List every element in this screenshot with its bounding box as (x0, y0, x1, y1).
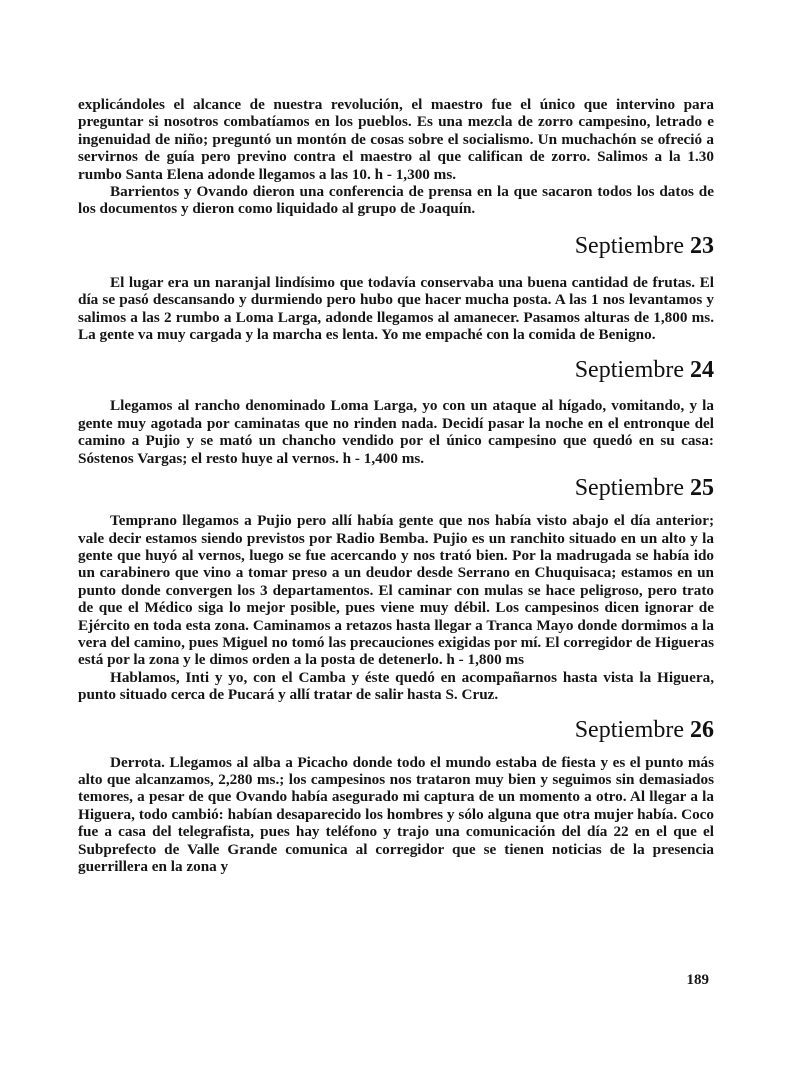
heading-word: Septiembre (574, 475, 684, 502)
heading-number: 25 (690, 475, 714, 502)
entry-paragraph: Llegamos al rancho denominado Loma Larga, yo con un ataque al hígado, vomitando, y la gente muy agotada por caminatas que no rinden nada. Decidí pasar la noche en el entronque del camino a Pujio y se mató un chancho vendido por el único campesino que quedó en su casa: Sóstenos Vargas; el resto huye al vernos. h - 1,400 ms. (78, 397, 714, 467)
entry-paragraph: Hablamos, Inti y yo, con el Camba y éste quedó en acompañarnos hasta vista la Higuera, punto situado cerca de Pucará y allí tratar de salir hasta S. Cruz. (78, 668, 714, 704)
text-column (78, 96, 714, 875)
entry-paragraph: El lugar era un naranjal lindísimo que todavía conservaba una buena cantidad de frutas. El día se pasó descansando y durmiendo pero hubo que hacer mucha posta. A las 1 nos levantamos y salimos a las 2 rumbo a Loma Larga, adonde llegamos al amanecer. Pasamos alturas de 1,800 ms. La gente va muy cargada y la marcha es lenta. Yo me empaché con la comida de Benigno. (78, 273, 714, 344)
heading-word: Septiembre (574, 716, 684, 743)
entry-heading-sept-24 (78, 355, 714, 385)
intro-paragraph-2: Barrientos y Ovando dieron una conferencia de prensa en la que sacaron todos los datos de los documentos y dieron como liquidado al grupo de Joaquín. (78, 183, 714, 218)
entry-heading-sept-23 (78, 231, 714, 261)
heading-word: Septiembre (574, 357, 684, 384)
entry-paragraph: Derrota. Llegamos al alba a Picacho donde todo el mundo estaba de fiesta y es el punto más alto que alcanzamos, 2,280 ms.; los campesinos nos trataron muy bien y seguimos sin demasiados temores, a pesar de que Ovando había asegurado mi captura de un momento a otro. Al llegar a la Higuera, todo cambió: habían desaparecido los hombres y sólo alguna que otra mujer había. Coco fue a casa del telegrafista, pues hay teléfono y trajo una comunicación del día 22 en el que el Subprefecto de Valle Grande comunica al corregidor que se tienen noticias de la presencia guerrillera en la zona y (78, 753, 714, 875)
entry-heading-sept-26 (78, 715, 714, 745)
heading-number: 26 (690, 716, 714, 743)
heading-number: 23 (690, 232, 714, 259)
page-number: 189 (686, 972, 709, 988)
heading-number: 24 (690, 357, 714, 384)
intro-paragraph-1: explicándoles el alcance de nuestra revolución, el maestro fue el único que intervino para preguntar si nosotros combatíamos en los pueblos. Es una mezcla de zorro campesino, letrado e ingenuidad de niño; preguntó un montón de cosas sobre el socialismo. Un muchachón se ofreció a servirnos de guía pero previno contra el maestro al que califican de zorro. Salimos a la 1.30 rumbo Santa Elena adonde llegamos a las 10. h - 1,300 ms. (78, 96, 714, 183)
entry-heading-sept-25 (78, 473, 714, 503)
entry-paragraph: Temprano llegamos a Pujio pero allí había gente que nos había visto abajo el día anterior; vale decir estamos siendo previstos por Radio Bemba. Pujio es un ranchito situado en un alto y la gente que huyó al vernos, luego se fue acercando y nos trató bien. Por la madrugada se había ido un carabinero que vino a tomar preso a un deudor desde Serrano en Chuquisaca; estamos en un punto donde convergen los 3 departamentos. El caminar con mulas se hace peligroso, pero trato de que el Médico siga lo mejor posible, pues viene muy débil. Los campesinos dicen ignorar de Ejército en toda esta zona. Caminamos a retazos hasta llegar a Tranca Mayo donde dormimos a la vera del camino, pues Miguel no tomó las precauciones exigidas por mí. El corregidor de Higueras está por la zona y le dimos orden a la posta de detenerlo. h - 1,800 ms (78, 512, 714, 669)
heading-word: Septiembre (574, 232, 684, 259)
